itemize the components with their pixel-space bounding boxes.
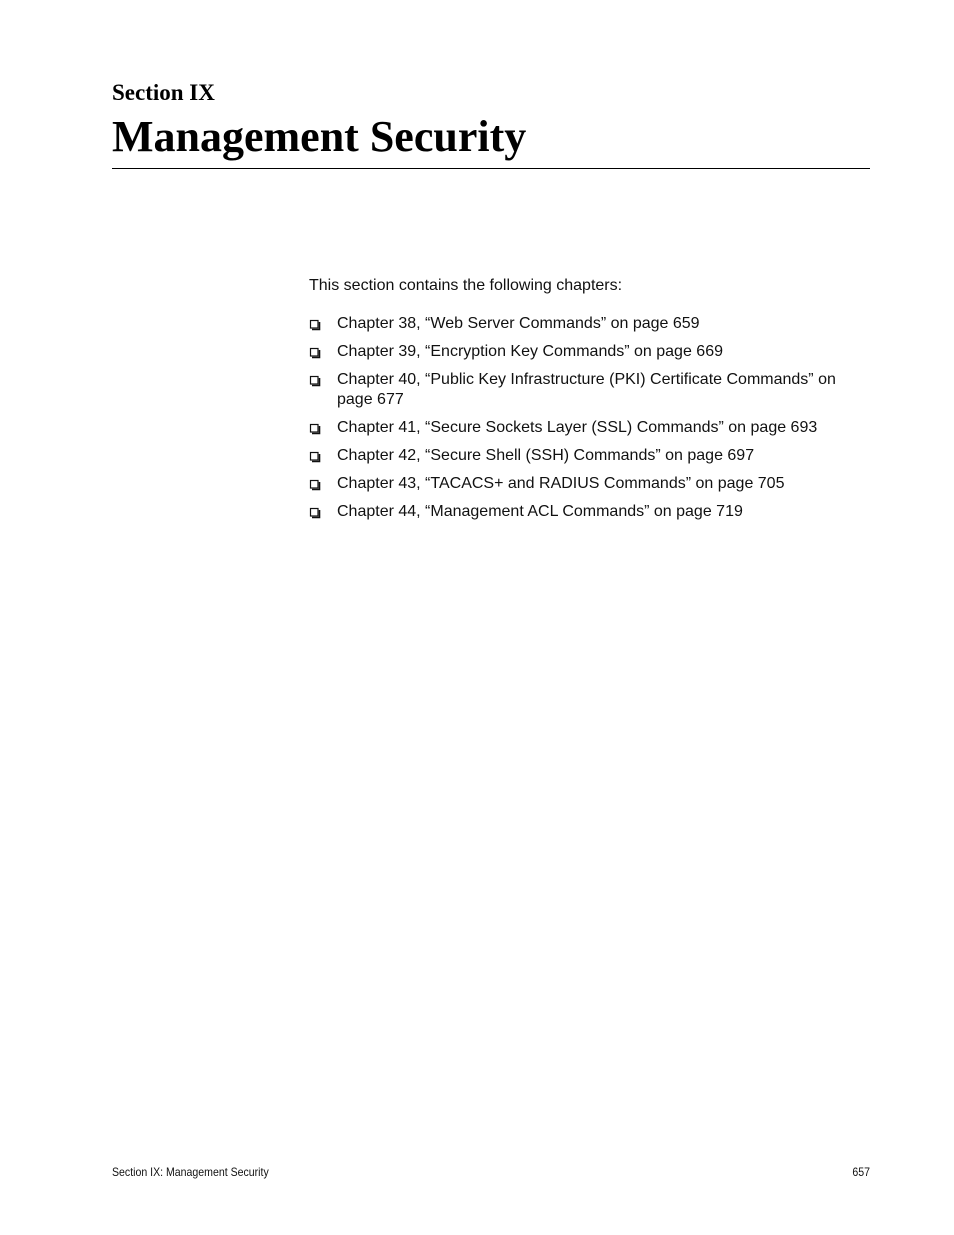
list-item[interactable] [309, 502, 874, 522]
footer-section-title: Section IX: Management Security [112, 1165, 269, 1179]
list-item[interactable] [309, 446, 874, 466]
checkbox-bullet-icon [309, 507, 321, 519]
chapter-link[interactable]: Chapter 42, “Secure Shell (SSH) Commands” on page 697 [337, 447, 755, 464]
checkbox-bullet-icon [309, 479, 321, 491]
list-item[interactable] [309, 370, 874, 410]
chapter-link[interactable]: Chapter 44, “Management ACL Commands” on page 719 [337, 503, 743, 520]
intro-text: This section contains the following chapters: [309, 277, 623, 294]
checkbox-bullet-icon [309, 347, 321, 359]
chapter-link[interactable]: Chapter 39, “Encryption Key Commands” on page 669 [337, 343, 723, 360]
checkbox-bullet-icon [309, 319, 321, 331]
footer-page-number: 657 [852, 1165, 870, 1179]
checkbox-bullet-icon [309, 375, 321, 387]
checkbox-bullet-icon [309, 423, 321, 435]
title-divider [112, 168, 870, 169]
chapter-link[interactable]: Chapter 41, “Secure Sockets Layer (SSL) Commands” on page 693 [337, 419, 818, 436]
page-title: Management Security [112, 112, 527, 161]
chapter-link[interactable]: Chapter 40, “Public Key Infrastructure (PKI) Certificate Commands” on page 677 [337, 371, 836, 408]
chapter-list [309, 314, 874, 530]
list-item[interactable] [309, 342, 874, 362]
chapter-link[interactable]: Chapter 43, “TACACS+ and RADIUS Commands” on page 705 [337, 475, 785, 492]
list-item[interactable] [309, 474, 874, 494]
list-item[interactable] [309, 314, 874, 334]
chapter-link[interactable]: Chapter 38, “Web Server Commands” on page 659 [337, 315, 700, 332]
list-item[interactable] [309, 418, 874, 438]
section-label: Section IX [112, 80, 215, 105]
checkbox-bullet-icon [309, 451, 321, 463]
